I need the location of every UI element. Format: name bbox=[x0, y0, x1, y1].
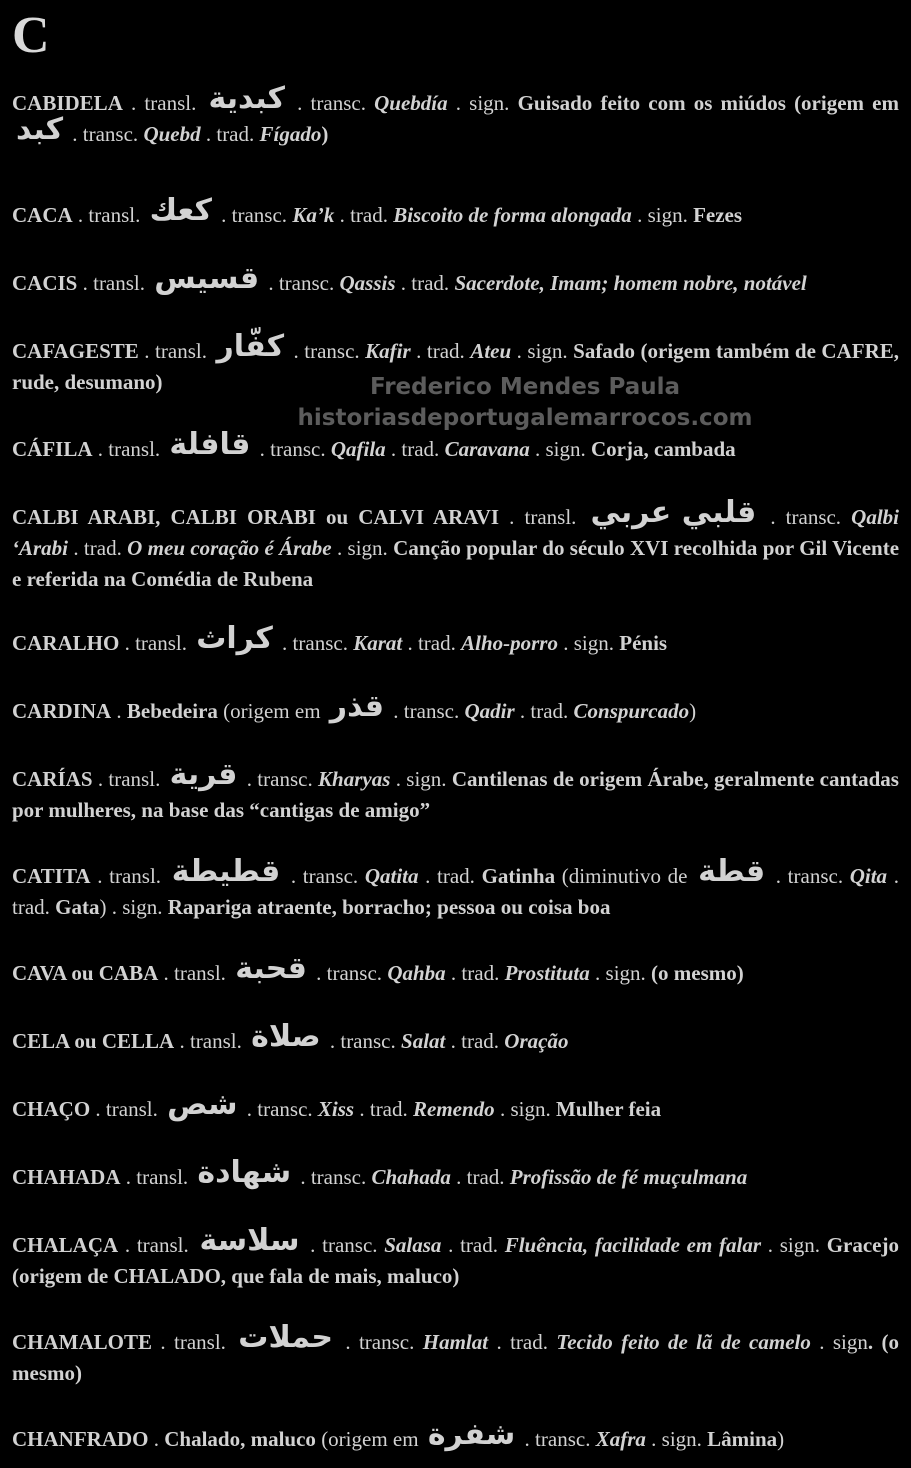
entry-text: . trad. bbox=[200, 122, 260, 146]
entry-text: . transc. bbox=[288, 339, 366, 363]
entry-bold-text: CATITA bbox=[12, 864, 91, 888]
entry-bold-text: Gracejo (origem de CHALADO, que fala de mais, maluco) bbox=[12, 1233, 899, 1288]
glossary-entry bbox=[12, 854, 899, 923]
entry-text: . transc. bbox=[519, 1427, 596, 1451]
glossary-entry bbox=[12, 193, 899, 231]
entry-bold-text: CHALAÇA bbox=[12, 1233, 119, 1257]
entry-text: . transc. bbox=[254, 437, 331, 461]
entry-text: . sign. bbox=[761, 1233, 827, 1257]
entry-text: . transc. bbox=[336, 1330, 423, 1354]
entry-italic-text: Quebdía bbox=[374, 91, 448, 115]
entry-bold-text: Canção popular do século XVI recolhida por Gil Vicente e referida na Comédia de Rubena bbox=[12, 536, 900, 591]
glossary-entry bbox=[12, 757, 899, 826]
entry-text: . transc. bbox=[241, 1097, 318, 1121]
glossary-entry bbox=[12, 1155, 899, 1193]
entry-text: (diminutivo de bbox=[555, 864, 695, 888]
entry-text: . trad. bbox=[450, 1165, 510, 1189]
entry-text: . transl. bbox=[118, 1233, 196, 1257]
entry-text: . trad. bbox=[514, 699, 574, 723]
entry-text: . transc. bbox=[388, 699, 465, 723]
arabic-word: كفّار bbox=[216, 329, 285, 364]
entry-italic-text: Prostituta bbox=[504, 961, 590, 985]
entry-italic-text: O meu coração é Árabe bbox=[127, 536, 332, 560]
glossary-entry bbox=[12, 329, 900, 398]
entry-italic-text: Xiss bbox=[317, 1097, 355, 1121]
entry-text: . transl. bbox=[92, 767, 166, 791]
entry-bold-text: Fezes bbox=[693, 203, 743, 227]
entry-italic-text: Qatita bbox=[364, 864, 419, 888]
entry-italic-text: Caravana bbox=[444, 437, 530, 461]
arabic-word: شص bbox=[167, 1087, 238, 1122]
entry-text: . transl. bbox=[77, 271, 151, 295]
entry-bold-text: CARÍAS bbox=[12, 767, 93, 791]
entry-bold-text: Cantilenas de origem Árabe, geralmente cantadas por mulheres, na base das “cantigas de amigo” bbox=[12, 767, 899, 822]
entry-bold-text: CHANFRADO bbox=[12, 1427, 149, 1451]
entry-text: . transl. bbox=[119, 631, 193, 655]
arabic-word: قطة bbox=[698, 854, 766, 889]
entry-bold-text: CACIS bbox=[12, 271, 78, 295]
entry-text: . sign. bbox=[529, 437, 592, 461]
glossary-entry bbox=[12, 1087, 899, 1125]
entry-bold-text: Gatinha bbox=[481, 864, 556, 888]
entry-text: . transc. bbox=[67, 122, 144, 146]
entry-text: . trad. bbox=[418, 864, 482, 888]
entry-text: . transl. bbox=[120, 1165, 194, 1189]
entry-text: . trad. bbox=[402, 631, 462, 655]
entry-bold-text: CACA bbox=[12, 203, 73, 227]
arabic-word: كراث bbox=[196, 621, 273, 656]
entry-bold-text: ) bbox=[321, 122, 329, 146]
entry-text: . transc. bbox=[276, 631, 354, 655]
entry-italic-text: Kafir bbox=[365, 339, 411, 363]
arabic-word: كبدية bbox=[208, 81, 285, 116]
entry-text: . trad. bbox=[12, 864, 899, 919]
entry-italic-text: Qahba bbox=[387, 961, 446, 985]
arabic-word: قحبة bbox=[235, 951, 307, 986]
arabic-word: قطيطة bbox=[171, 854, 281, 889]
entry-italic-text: Sacerdote, Imam; homem nobre, notável bbox=[454, 271, 807, 295]
entry-text: (origem em bbox=[217, 699, 326, 723]
entry-italic-text: Profissão de fé muçulmana bbox=[509, 1165, 748, 1189]
entry-bold-text: CABIDELA bbox=[12, 91, 123, 115]
entry-italic-text: Qassis bbox=[339, 271, 396, 295]
entry-text: . transl. bbox=[152, 1330, 235, 1354]
entry-text: . bbox=[148, 1427, 165, 1451]
arabic-word: شفرة bbox=[427, 1417, 516, 1452]
entry-text: . transc. bbox=[263, 271, 340, 295]
entry-text: . transl. bbox=[90, 1097, 164, 1121]
entry-text: . trad. bbox=[68, 536, 128, 560]
entry-italic-text: Alho-porro bbox=[461, 631, 558, 655]
arabic-word: صلاة bbox=[251, 1019, 321, 1054]
glossary-entry bbox=[12, 951, 899, 989]
glossary-entry bbox=[12, 689, 899, 727]
entry-bold-text: Mulher feia bbox=[555, 1097, 662, 1121]
entry-bold-text: (o mesmo) bbox=[651, 961, 744, 985]
glossary-entry bbox=[12, 1320, 899, 1389]
section-letter: C bbox=[12, 7, 50, 64]
entry-text: . sign. bbox=[511, 339, 574, 363]
entry-text: . trad. bbox=[334, 203, 394, 227]
entry-bold-text: CHAÇO bbox=[12, 1097, 91, 1121]
entry-text: (origem em bbox=[315, 1427, 424, 1451]
entry-text: . trad. bbox=[385, 437, 445, 461]
entry-text: . sign. bbox=[589, 961, 652, 985]
entry-bold-text: CARALHO bbox=[12, 631, 120, 655]
entry-text: . transc. bbox=[284, 864, 365, 888]
watermark-author: Frederico Mendes Paula bbox=[369, 374, 681, 400]
entry-italic-text: Quebd bbox=[143, 122, 201, 146]
entry-italic-text: Fluência, facilidade em falar bbox=[504, 1233, 762, 1257]
glossary-entry bbox=[12, 261, 899, 299]
entry-text: . trad. bbox=[488, 1330, 557, 1354]
glossary-entry bbox=[12, 1417, 899, 1455]
glossary-entry bbox=[12, 1223, 899, 1292]
entry-bold-text: Bebedeira bbox=[126, 699, 218, 723]
entry-italic-text: Salasa bbox=[384, 1233, 442, 1257]
entry-bold-text: CAFAGESTE bbox=[12, 339, 139, 363]
entry-italic-text: Qadir bbox=[464, 699, 515, 723]
arabic-word: كعك bbox=[149, 193, 212, 228]
entry-text: . transc. bbox=[215, 203, 293, 227]
entry-bold-text: Chalado, maluco bbox=[164, 1427, 316, 1451]
entry-bold-text: . (o mesmo) bbox=[12, 1330, 899, 1385]
entry-italic-text: Remendo bbox=[413, 1097, 495, 1121]
entry-text: . transl. bbox=[90, 864, 168, 888]
entry-italic-text: Karat bbox=[353, 631, 403, 655]
entry-bold-text: Lâmina bbox=[707, 1427, 778, 1451]
entry-bold-text: CÁFILA bbox=[12, 437, 93, 461]
entry-text: . trad. bbox=[395, 271, 455, 295]
entry-italic-text: Fígado bbox=[259, 122, 322, 146]
entry-italic-text: Hamlat bbox=[422, 1330, 489, 1354]
entry-text: . trad. bbox=[410, 339, 471, 363]
entry-italic-text: Ka’k bbox=[292, 203, 335, 227]
entry-text: . sign. bbox=[631, 203, 694, 227]
entry-italic-text: Conspurcado bbox=[573, 699, 690, 723]
arabic-word: كبد bbox=[16, 112, 64, 147]
entry-italic-text: Qalbi ‘Arabi bbox=[12, 505, 899, 560]
entry-text: ) bbox=[777, 1427, 785, 1451]
entry-text: . bbox=[111, 699, 127, 723]
entry-text: . transl. bbox=[174, 1029, 248, 1053]
entry-italic-text: Qafila bbox=[330, 437, 386, 461]
arabic-word: حملات bbox=[238, 1320, 333, 1355]
entry-text: . transl. bbox=[138, 339, 213, 363]
entry-text: . transl. bbox=[499, 505, 587, 529]
entry-bold-text: CHAHADA bbox=[12, 1165, 121, 1189]
entry-italic-text: Salat bbox=[401, 1029, 446, 1053]
entry-text: . transc. bbox=[324, 1029, 402, 1053]
arabic-word: سلاسة bbox=[199, 1223, 300, 1258]
arabic-word: قافلة bbox=[169, 427, 251, 462]
entry-text: . sign. bbox=[390, 767, 452, 791]
entry-text: . sign. bbox=[645, 1427, 708, 1451]
entry-italic-text: Ateu bbox=[470, 339, 512, 363]
arabic-word: قلبي عربي bbox=[590, 495, 757, 530]
entry-italic-text: Biscoito de forma alongada bbox=[393, 203, 632, 227]
entry-text: . sign. bbox=[494, 1097, 556, 1121]
entry-bold-text: CALBI ARABI, CALBI ORABI ou CALVI ARAVI bbox=[12, 505, 500, 529]
entry-bold-text: CELA ou CELLA bbox=[12, 1029, 175, 1053]
arabic-word: قسيس bbox=[154, 261, 260, 296]
glossary-entry bbox=[12, 427, 899, 465]
entry-italic-text: Kharyas bbox=[318, 767, 391, 791]
entry-bold-text: CARDINA bbox=[12, 699, 112, 723]
entry-text: . trad. bbox=[445, 1029, 505, 1053]
arabic-word: قرية bbox=[169, 757, 238, 792]
arabic-word: شهادة bbox=[197, 1155, 292, 1190]
entry-text: . sign. bbox=[557, 631, 620, 655]
entry-text: . trad. bbox=[441, 1233, 505, 1257]
entry-bold-text: Guisado feito com os miúdos (origem em bbox=[517, 91, 899, 115]
entry-text: . sign. bbox=[331, 536, 394, 560]
entry-bold-text: Gata bbox=[55, 895, 100, 919]
entry-text: . transc. bbox=[241, 767, 319, 791]
entry-text: . transc. bbox=[295, 1165, 372, 1189]
entry-text: . transc. bbox=[760, 505, 852, 529]
entry-italic-text: Tecido feito de lã de camelo bbox=[556, 1330, 811, 1354]
entry-text: . sign bbox=[810, 1330, 868, 1354]
entry-text: . transl. bbox=[122, 91, 205, 115]
entry-italic-text: Qita bbox=[849, 864, 888, 888]
entry-text: . sign. bbox=[447, 91, 518, 115]
entry-text: . transl. bbox=[158, 961, 232, 985]
entry-bold-text: Safado (origem também de CAFRE, rude, desumano) bbox=[12, 339, 900, 394]
entry-text: . transc. bbox=[303, 1233, 385, 1257]
entry-text: . transc. bbox=[769, 864, 850, 888]
watermark-site: historiasdeportugalemarrocos.com bbox=[297, 405, 753, 431]
entry-text: . transl. bbox=[72, 203, 146, 227]
entry-text: . transl. bbox=[92, 437, 166, 461]
arabic-word: قذر bbox=[329, 689, 385, 724]
glossary-entry bbox=[12, 621, 899, 659]
entry-text: . trad. bbox=[445, 961, 505, 985]
entry-bold-text: Pénis bbox=[619, 631, 668, 655]
glossary-entry bbox=[12, 1019, 899, 1057]
glossary-entry bbox=[12, 81, 899, 150]
entry-text: . trad. bbox=[354, 1097, 414, 1121]
entry-italic-text: Chahada bbox=[371, 1165, 451, 1189]
entry-bold-text: CAVA ou CABA bbox=[12, 961, 159, 985]
entry-text: ) bbox=[689, 699, 697, 723]
glossary-entry bbox=[12, 495, 900, 595]
entry-italic-text: Oração bbox=[504, 1029, 569, 1053]
entry-bold-text: Corja, cambada bbox=[591, 437, 736, 461]
entry-italic-text: Xafra bbox=[595, 1427, 646, 1451]
entry-bold-text: CHAMALOTE bbox=[12, 1330, 153, 1354]
entry-text: . transc. bbox=[310, 961, 388, 985]
entry-bold-text: Rapariga atraente, borracho; pessoa ou coisa boa bbox=[167, 895, 611, 919]
entry-text: ) . sign. bbox=[99, 895, 168, 919]
entry-text: . transc. bbox=[288, 91, 375, 115]
